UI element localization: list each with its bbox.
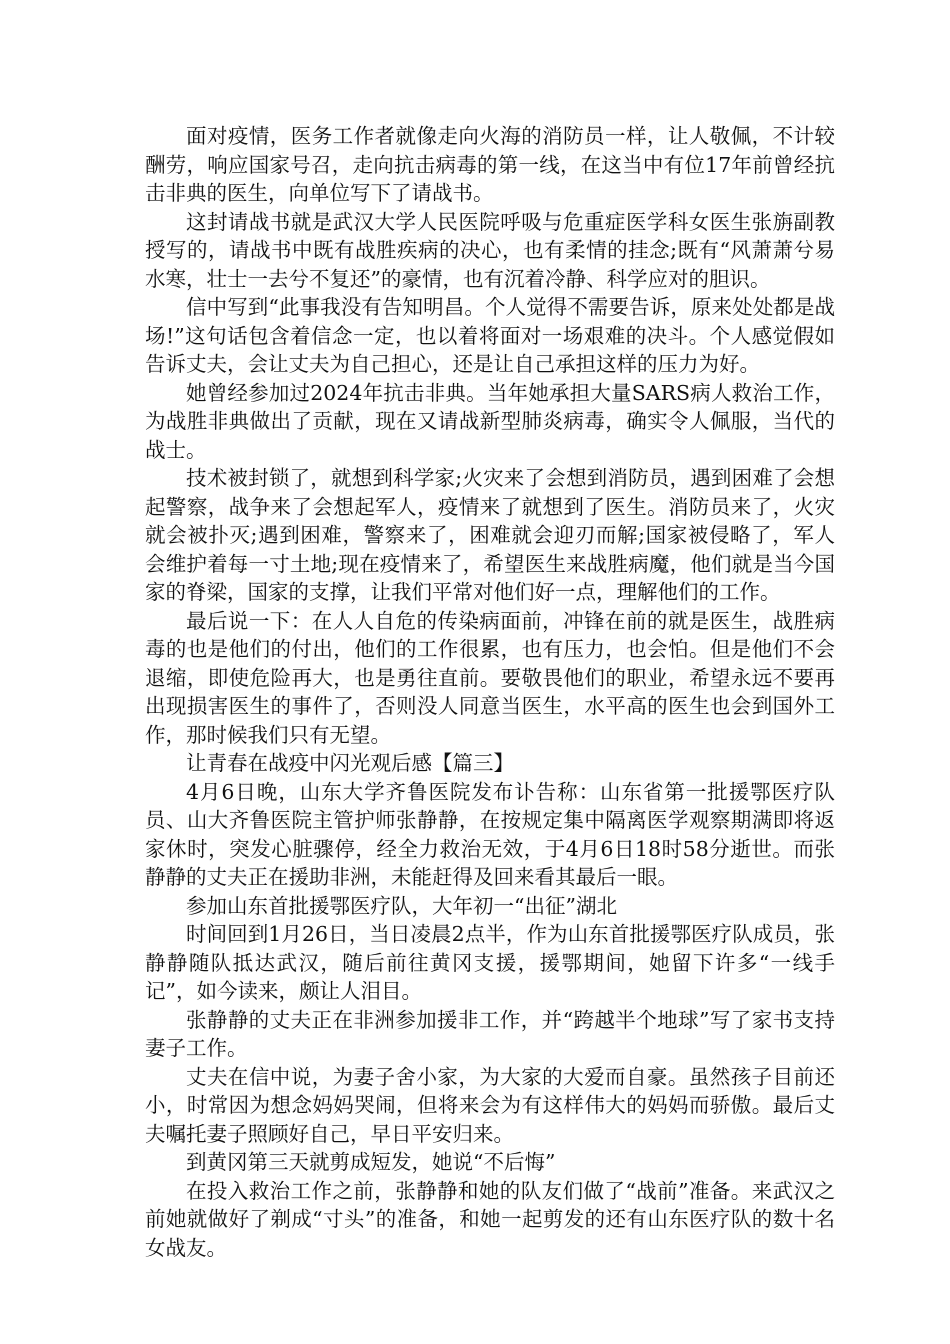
document-page <box>145 122 835 1262</box>
subheading-1: 参加山东首批援鄂医疗队，大年初一“出征”湖北 <box>186 893 617 918</box>
paragraph-12: 丈夫在信中说，为妻子舍小家，为大家的大爱而自豪。虽然孩子目前还小，时常因为想念妈妈哭闹，但将来会为有这样伟大的妈妈而骄傲。最后丈夫嘱托妻子照顾好自己，早日平安归来。 <box>145 1064 835 1146</box>
paragraph-2: 这封请战书就是武汉大学人民医院呼吸与危重症医学科女医生张旃副教授写的，请战书中既有战胜疾病的决心，也有柔情的挂念;既有“风萧萧兮易水寒，壮士一去兮不复还”的豪情，也有沉着冷静、科学应对的胆识。 <box>145 209 835 291</box>
paragraph-4: 她曾经参加过2024年抗击非典。当年她承担大量SARS病人救治工作，为战胜非典做出了贡献，现在又请战新型肺炎病毒，确实令人佩服，当代的战士。 <box>145 380 835 462</box>
paragraph-1: 面对疫情，医务工作者就像走向火海的消防员一样，让人敬佩，不计较酬劳，响应国家号召，走向抗击病毒的第一线，在这当中有位17年前曾经抗击非典的医生，向单位写下了请战书。 <box>145 124 835 205</box>
paragraph-10: 时间回到1月26日，当日凌晨2点半，作为山东首批援鄂医疗队成员，张静静随队抵达武汉，随后前往黄冈支援，援鄂期间，她留下许多“一线手记”，如今读来，颇让人泪目。 <box>145 922 835 1003</box>
paragraph-8: 4月6日晚，山东大学齐鲁医院发布讣告称：山东省第一批援鄂医疗队员、山大齐鲁医院主管护师张静静，在按规定集中隔离医学观察期满即将返家休时，突发心脏骤停，经全力救治无效，于4月6日18时58分逝世。而张静静的丈夫正在援助非洲，未能赶得及回来看其最后一眼。 <box>145 779 835 889</box>
subheading-2: 到黄冈第三天就剪成短发，她说“不后悔” <box>186 1150 556 1174</box>
paragraph-3: 信中写到“此事我没有告知明昌。个人觉得不需要告诉，原来处处都是战场!”这句话包含着信念一定，也以着将面对一场艰难的决斗。个人感觉假如告诉丈夫，会让丈夫为自己担心，还是让自己承担这样的压力为好。 <box>145 295 835 376</box>
section-heading: 让青春在战疫中闪光观后感【篇三】 <box>186 751 514 775</box>
paragraph-6: 最后说一下：在人人自危的传染病面前，冲锋在前的就是医生，战胜病毒的也是他们的付出，他们的工作很累，也有压力，也会怕。但是他们不会退缩，即使危险再大，也是勇往直前。要敬畏他们的职业，希望永远不要再出现损害医生的事件了，否则没人同意当医生，水平高的医生也会到国外工作，那时候我们只有无望。 <box>145 608 835 747</box>
paragraph-5: 技术被封锁了，就想到科学家;火灾来了会想到消防员，遇到困难了会想起警察，战争来了会想起军人，疫情来了就想到了医生。消防员来了，火灾就会被扑灭;遇到困难，警察来了，困难就会迎刃而解;国家被侵略了，军人会维护着每一寸土地;现在疫情来了，希望医生来战胜病魔，他们就是当今国家的脊梁，国家的支撑，让我们平常对他们好一点，理解他们的工作。 <box>145 466 835 604</box>
paragraph-11: 张静静的丈夫正在非洲参加援非工作，并“跨越半个地球”写了家书支持妻子工作。 <box>145 1007 835 1060</box>
paragraph-14: 在投入救治工作之前，张静静和她的队友们做了“战前”准备。来武汉之前她就做好了剃成“寸头”的准备，和她一起剪发的还有山东医疗队的数十名女战友。 <box>145 1178 835 1260</box>
